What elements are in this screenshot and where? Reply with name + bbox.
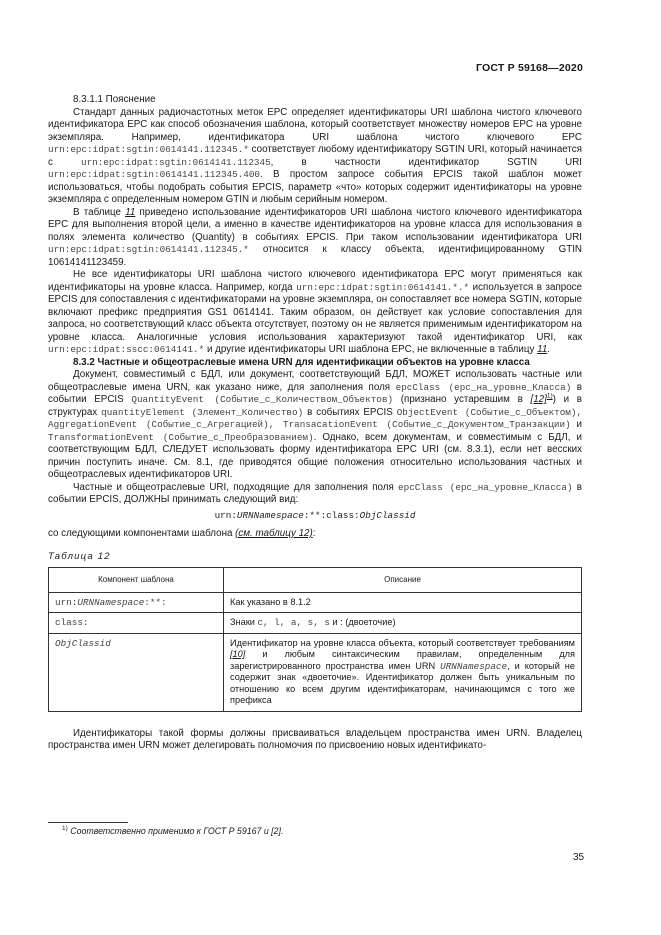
text: и другие идентификаторы URI шаблона EPC, не включенные в таблицу (204, 344, 538, 355)
paragraph-832-2 (48, 482, 582, 507)
document-body (48, 94, 582, 753)
code-event: TransformationEvent (Событие_с_Преобразованием) (48, 431, 314, 443)
text: Знаки (230, 617, 258, 627)
paragraph-8311-1 (48, 107, 582, 207)
text: В таблице (73, 206, 126, 218)
paragraph-8311-3 (48, 269, 582, 357)
text: в событии EPCIS (48, 381, 583, 405)
text: . Однако, всем документам, и совместимым с БДЛ, и соответствующим БДЛ, СЛЕДУЕТ использовать форму идентификатора EPC URI (см. 8.3.1), если нет весских причин поступить иначе. См. 8.1, где приводятся общие положения относительно использования частных и общеотраслевых идентификаторов URI. (48, 431, 582, 480)
table-row (49, 592, 582, 613)
paragraph-after-table: Идентификаторы такой формы должны присваиваться владельцем пространства имен URN. Владелец пространства имен URN может делегировать полномочия по присвоению новых идентификато- (48, 727, 582, 751)
table-caption: Таблица 12 (48, 550, 111, 562)
text: , и который не содержит знак «двоеточие». Идентификатор должен быть уникальным по отношению ко всем другим идентификаторам, начинающимся с того же префикса (230, 660, 575, 705)
text: , в частности идентификатор SGTIN URI (270, 156, 582, 168)
text: со следующими компонентами шаблона (48, 528, 236, 539)
section-832-title: 8.3.2 Частные и общеотраслевые имена URN для идентификации объектов на уровне класса (73, 356, 530, 368)
text: Документ, совместимый с БДЛ, или документ, соответствующий БДЛ, МОЖЕТ использовать частные или общеотраслевые имена URN, как указано ниже, для заполнения поля (48, 369, 582, 393)
paragraph-8311-2 (48, 207, 582, 270)
text: в событиях EPCIS (303, 406, 397, 418)
table-row (49, 633, 582, 711)
table-cell (49, 633, 224, 711)
footnote-text: Соответственно применимо к ГОСТ Р 59167 и [2]. (70, 826, 284, 836)
table-cell (49, 613, 224, 634)
text: и любым синтаксическим правилам, определенным для зарегистрированного пространства имен URN (230, 649, 575, 671)
text: Не все идентификаторы URI шаблона чистого ключевого идентификатора EPC могут применяться как идентификаторы на уровне класса. Например, когда (48, 269, 582, 293)
text: Стандарт данных радиочастотных меток EPC определяет идентификаторы URI шаблона чистого ключевого идентификатора EPC как способ обозначения шаблона, который соответствует множеству номеров EPC на уровне экземпляра. Например, идентификатора URI шаблона чистого ключевого EPC (48, 106, 582, 143)
footnote-marker[interactable]: 1) (546, 392, 553, 400)
text: : (312, 528, 316, 539)
code-uri: urn:epc:idpat:sgtin:0614141.112345.* (48, 144, 249, 155)
table-12 (48, 567, 582, 712)
column-header: Компонент шаблона (49, 568, 224, 593)
code: c, l, a, s, s (257, 617, 330, 628)
text: . (547, 344, 550, 355)
section-8311-title: 8.3.1.1 Пояснение (73, 94, 156, 105)
code-field: epcClass (epc_на_уровне_Класса) (395, 381, 572, 393)
text: и : (двоеточие) (329, 617, 396, 627)
text: используется в запросе EPCIS для сопоставления с идентификаторами на уровне экземпляра, он сопоставляет все номера SGTIN, которые включают префикс предприятия GS1 0614141. Таким образом, он действует как условие сопоставления для запроса, но соответствующий класс объекта отсутствует, поэтому он не является применимым идентификатором на уровне класса. Аналогичные условия использования характеризуют такой идентификатор URI, как (48, 281, 582, 343)
code-uri: urn:epc:idpat:sscc:0614141.* (48, 344, 205, 355)
code-uri: urn:epc:idpat:sgtin:0614141.112345.400 (48, 169, 261, 180)
footnote-mark: 1) (62, 825, 68, 833)
footnote (62, 826, 283, 836)
code: urn: (55, 596, 78, 608)
table-header-row (49, 568, 582, 593)
code: :**: (144, 596, 167, 608)
page-header-standard: ГОСТ Р 59168—2020 (475, 62, 583, 74)
text: ) и в структурах (48, 394, 583, 418)
table-cell (224, 613, 582, 634)
bibliography-reference-link[interactable]: [10] (230, 649, 246, 659)
text: приведено использование идентификаторов URI шаблона чистого ключевого идентификатора EPC для выполнения второй цели, а именно в качестве идентификаторов на уровне класса для использования в полях элемента количество (Quantity) в событиях EPCIS. При таком использовании идентификатора URI (48, 206, 582, 243)
paragraph-832-3 (48, 528, 582, 541)
paragraph-832-1 (48, 369, 582, 482)
table-row (49, 613, 582, 634)
bibliography-reference-link[interactable]: [12] (530, 394, 547, 405)
page-number: 35 (573, 852, 585, 863)
footnote-divider (48, 822, 128, 823)
formula-part: urn: (214, 509, 237, 521)
text: Идентификатор на уровне класса объекта, который соответствует требованиям (230, 637, 575, 648)
table-reference-link[interactable]: (см. таблицу 12) (235, 528, 313, 539)
table-cell (224, 633, 582, 711)
urn-formula (48, 510, 582, 523)
column-header: Описание (224, 568, 582, 593)
text: в событии EPCIS, ДОЛЖНЫ принимать следующий вид: (48, 481, 583, 505)
code: ObjClassid (55, 637, 111, 649)
code-events: ObjectEvent (Событие_с_Объектом), AggregationEvent (Событие_с_Агрегацией), TransacationEvent (Событие_с_Документом_Транзакции) (48, 406, 583, 430)
text: (признано устаревшим в (393, 394, 531, 405)
code-uri: urn:epc:idpat:sgtin:0614141.112345 (80, 156, 271, 168)
code: URNNamespace (440, 660, 508, 672)
table-cell (49, 592, 224, 613)
code-structure: quantityElement (Элемент_Количество) (101, 406, 304, 418)
table-cell: Как указано в 8.1.2 (224, 592, 582, 613)
code-field: epcClass (epc_на_уровне_Класса) (398, 481, 573, 493)
code-uri: urn:epc:idpat:sgtin:0614141.112345.* (48, 244, 249, 255)
code-uri: urn:epc:idpat:sgtin:0614141.*.* (296, 281, 470, 293)
table-reference-link[interactable]: 11 (537, 344, 548, 355)
text: Частные и общеотраслевые URI, подходящие для заполнения поля (73, 481, 399, 493)
formula-part: ObjClassid (359, 509, 416, 521)
code: class: (55, 617, 89, 628)
text: и (570, 419, 582, 430)
code-event: QuantityEvent (Событие_с_Количеством_Объектов) (131, 394, 394, 405)
text: . В простом запросе события EPCIS такой шаблон может использоваться, чтобы подобрать события EPCIS, параметр «что» которых содержит идентификаторы на уровне экземпляра с определенным номером GTIN и любым серийным номером. (48, 169, 582, 205)
text: относится к классу объекта, идентифицированному GTIN 10614141123459. (48, 244, 582, 268)
code: URNNamespace (77, 596, 145, 608)
text: соответствует любому идентификатору SGTIN URI, который начинается с (48, 144, 582, 168)
formula-part: URNNamespace (236, 509, 304, 521)
formula-part: :**:class: (303, 509, 360, 521)
table-reference-link[interactable]: 11 (125, 206, 136, 218)
